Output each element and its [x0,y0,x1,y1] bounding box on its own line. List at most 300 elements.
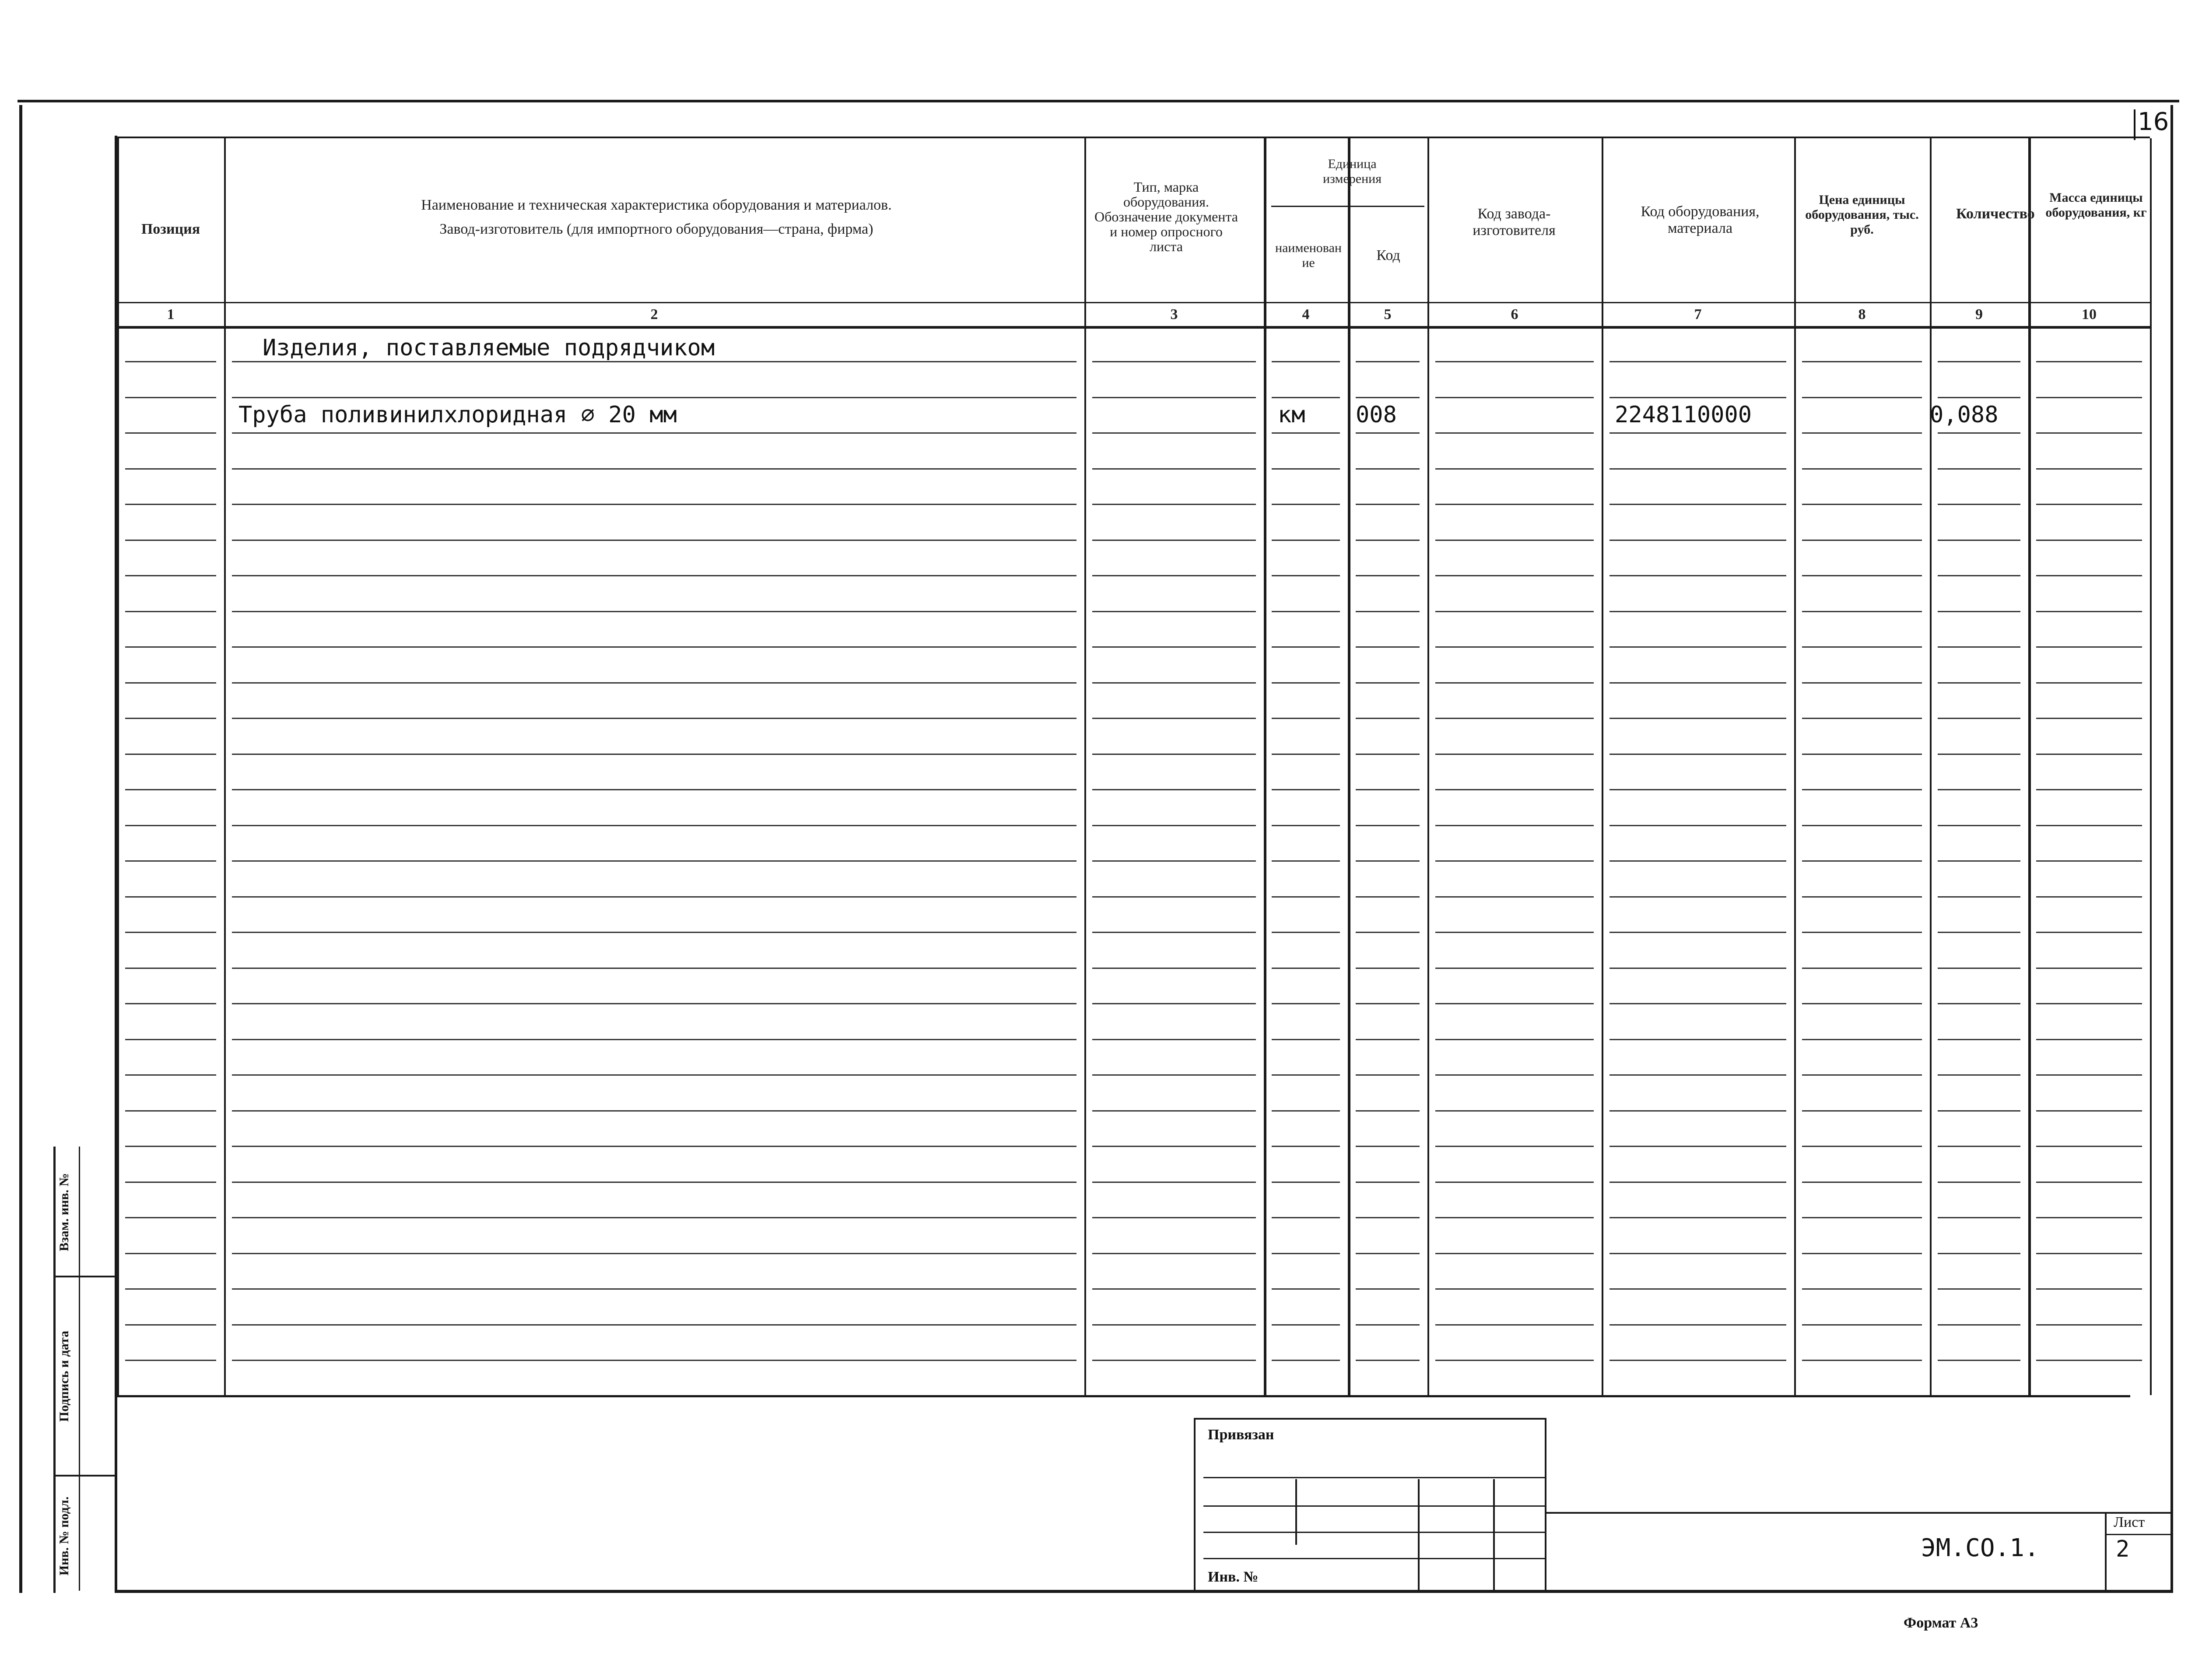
ruled-line [2036,860,2142,862]
ruled-line [1802,1074,1922,1076]
ruled-line [1435,932,1594,933]
ruled-line [2036,1110,2142,1112]
ruled-line [1272,968,1340,969]
ruled-line [1092,682,1256,684]
ruled-line [232,1253,1076,1254]
ruled-line [1272,397,1340,398]
ruled-line [1435,682,1594,684]
ruled-line [1272,540,1340,541]
col-number-top-line [117,302,2150,303]
ruled-line [1272,1074,1340,1076]
column-number: 9 [1975,306,1983,323]
ruled-line [1356,1039,1420,1040]
ruled-line [1435,825,1594,826]
ruled-line [1356,1003,1420,1004]
header-equipment-code: Код оборудования, материала [1641,203,1760,236]
ruled-line [1938,611,2020,612]
side-label-sign-date: Подпись и дата [57,1330,71,1422]
ruled-line [1272,789,1340,790]
ruled-line [1938,432,2020,434]
ruled-line [232,1360,1076,1361]
ruled-line [2036,968,2142,969]
header-unit: Единица измерения [1322,157,1382,186]
ruled-line [1356,432,1420,434]
ruled-line [1435,540,1594,541]
column-number: 6 [1511,306,1518,323]
ruled-line [1435,1217,1594,1218]
ruled-line [1435,1253,1594,1254]
ruled-line [2036,1074,2142,1076]
ruled-line [1938,1039,2020,1040]
ruled-line [125,646,216,648]
ruled-line [232,540,1076,541]
ruled-line [1609,860,1786,862]
ruled-line [125,468,216,470]
ruled-line [1609,718,1786,719]
header-unit-code: Код [1376,247,1400,263]
ruled-line [1435,1039,1594,1040]
ruled-line [1938,1253,2020,1254]
ruled-line [125,1039,216,1040]
ruled-line [1802,860,1922,862]
ruled-line [125,575,216,576]
stamp-right [1545,1418,1546,1593]
ruled-line [1356,932,1420,933]
ruled-line [1802,432,1922,434]
stamp-vdiv3 [1493,1479,1495,1591]
side-box-div2 [53,1475,115,1477]
ruled-line [1938,932,2020,933]
ruled-line [232,361,1076,362]
ruled-line [1092,1146,1256,1147]
ruled-line [232,1039,1076,1040]
ruled-line [2036,789,2142,790]
ruled-line [2036,1217,2142,1218]
ruled-line [1356,504,1420,505]
stamp-inv-no: Инв. № [1208,1569,1259,1585]
ruled-line [125,1324,216,1326]
ruled-line [1802,789,1922,790]
ruled-line [1092,1182,1256,1183]
stamp-left [1194,1418,1196,1593]
ruled-line [125,361,216,362]
ruled-line [1802,575,1922,576]
ruled-line [1435,504,1594,505]
ruled-line [1356,1074,1420,1076]
ruled-line [1802,968,1922,969]
ruled-line [1092,468,1256,470]
ruled-line [1092,1324,1256,1326]
ruled-line [1938,397,2020,398]
row-equipment-code: 2248110000 [1615,402,1752,428]
ruled-line [1938,896,2020,898]
header-mass: Масса единицы оборудования, кг [2045,190,2147,220]
column-number: 5 [1384,306,1392,323]
ruled-line [1435,468,1594,470]
ruled-line [1938,646,2020,648]
ruled-line [1609,1217,1786,1218]
ruled-line [1938,1182,2020,1183]
ruled-line [1609,504,1786,505]
ruled-line [1609,1324,1786,1326]
ruled-line [1802,1110,1922,1112]
ruled-line [125,611,216,612]
ruled-line [1938,1146,2020,1147]
ruled-line [1356,361,1420,362]
ruled-line [1802,682,1922,684]
row-quantity: 0,088 [1930,402,1999,428]
ruled-line [232,860,1076,862]
ruled-line [1802,1146,1922,1147]
ruled-line [1802,718,1922,719]
header-name-line1: Наименование и техническая характеристика оборудования и материалов. [421,197,892,213]
ruled-line [1938,1324,2020,1326]
ruled-line [1092,968,1256,969]
ruled-line [1609,468,1786,470]
ruled-line [125,1182,216,1183]
ruled-line [1938,789,2020,790]
ruled-line [2036,1288,2142,1290]
ruled-line [2036,397,2142,398]
page-number: 16 [2138,108,2169,136]
column-number: 2 [650,306,658,323]
ruled-line [125,789,216,790]
ruled-line [1435,1324,1594,1326]
ruled-line [1938,1360,2020,1361]
row-unit-name: км [1278,402,1305,428]
ruled-line [1435,397,1594,398]
ruled-line [1938,504,2020,505]
ruled-line [1609,789,1786,790]
row-item-name: Труба поливинилхлоридная ∅ 20 мм [238,402,677,428]
ruled-line [1092,754,1256,755]
ruled-line [1272,896,1340,898]
ruled-line [1272,825,1340,826]
form-right-border [2170,105,2173,1593]
unit-subheader-line [1271,206,1424,207]
ruled-line [1356,968,1420,969]
ruled-line [1356,860,1420,862]
format-label: Формат А3 [1904,1615,1978,1631]
ruled-line [1356,789,1420,790]
ruled-line [1092,860,1256,862]
ruled-line [1092,397,1256,398]
ruled-line [1802,1288,1922,1290]
ruled-line [1092,1217,1256,1218]
ruled-line [1435,646,1594,648]
ruled-line [2036,1360,2142,1361]
ruled-line [125,1146,216,1147]
ruled-line [2036,1146,2142,1147]
ruled-line [232,504,1076,505]
column-number: 1 [167,306,175,323]
ruled-line [2036,754,2142,755]
ruled-line [1609,1253,1786,1254]
ruled-line [1356,1182,1420,1183]
ruled-line [2036,825,2142,826]
ruled-line [1356,1110,1420,1112]
ruled-line [1272,1003,1340,1004]
ruled-line [1938,468,2020,470]
side-box-div1 [53,1276,115,1277]
ruled-line [232,1003,1076,1004]
ruled-line [1272,468,1340,470]
ruled-line [125,397,216,398]
column-number: 3 [1170,306,1178,323]
ruled-line [1092,1074,1256,1076]
ruled-line [1435,1074,1594,1076]
ruled-line [232,825,1076,826]
document-code: ЭМ.СО.1. [1921,1534,2039,1562]
ruled-line [1802,397,1922,398]
ruled-line [1938,361,2020,362]
ruled-line [1938,1110,2020,1112]
ruled-line [2036,575,2142,576]
ruled-line [125,896,216,898]
ruled-line [232,968,1076,969]
header-factory-code: Код завода-изготовителя [1473,206,1556,238]
ruled-line [1092,646,1256,648]
ruled-line [2036,932,2142,933]
ruled-line [1092,896,1256,898]
ruled-line [125,754,216,755]
ruled-line [125,1217,216,1218]
ruled-line [1802,1360,1922,1361]
ruled-line [1092,432,1256,434]
ruled-line [1435,361,1594,362]
ruled-line [1802,1039,1922,1040]
ruled-line [1272,1217,1340,1218]
ruled-line [232,754,1076,755]
ruled-line [1272,575,1340,576]
ruled-line [1272,682,1340,684]
column-number: 10 [2082,306,2097,323]
header-bottom-line [117,326,2150,329]
ruled-line [1435,1003,1594,1004]
stamp-vdiv1 [1295,1479,1297,1545]
ruled-line [2036,540,2142,541]
ruled-line [1356,540,1420,541]
ruled-line [1356,468,1420,470]
ruled-line [1802,1003,1922,1004]
ruled-line [1272,1324,1340,1326]
side-label-inv-podl: Инв. № подл. [57,1496,71,1576]
stamp-privyazan: Привязан [1208,1427,1274,1443]
ruled-line [1938,825,2020,826]
sheet-number: 2 [2116,1536,2130,1562]
ruled-line [1272,1110,1340,1112]
ruled-line [1356,1288,1420,1290]
ruled-line [1092,825,1256,826]
ruled-line [1356,754,1420,755]
header-unit-name: наименование [1275,241,1342,270]
ruled-line [1609,968,1786,969]
ruled-line [1609,397,1786,398]
ruled-line [1938,1288,2020,1290]
ruled-line [1609,1146,1786,1147]
ruled-line [1609,361,1786,362]
ruled-line [1435,1360,1594,1361]
ruled-line [125,1074,216,1076]
column-divider [2150,138,2152,1395]
ruled-line [1609,432,1786,434]
ruled-line [1435,575,1594,576]
ruled-line [1435,754,1594,755]
ruled-line [1609,1288,1786,1290]
ruled-line [1092,718,1256,719]
ruled-line [1938,540,2020,541]
ruled-line [1435,968,1594,969]
ruled-line [1092,611,1256,612]
ruled-line [1092,1039,1256,1040]
ruled-line [125,432,216,434]
row-unit-code: 008 [1356,402,1397,428]
ruled-line [1802,468,1922,470]
ruled-line [1092,1288,1256,1290]
ruled-line [1609,540,1786,541]
ruled-line [1609,1360,1786,1361]
ruled-line [232,682,1076,684]
ruled-line [1609,611,1786,612]
ruled-line [1435,718,1594,719]
ruled-line [1272,1288,1340,1290]
header-top-line [117,137,2150,138]
ruled-line [1609,1110,1786,1112]
header-quantity: Количество [1956,206,2035,222]
ruled-line [1356,718,1420,719]
stamp-row1 [1203,1477,1545,1478]
ruled-line [2036,611,2142,612]
ruled-line [1356,825,1420,826]
ruled-line [1609,1039,1786,1040]
ruled-line [1272,1039,1340,1040]
ruled-line [1435,789,1594,790]
ruled-line [1356,1253,1420,1254]
ruled-line [2036,468,2142,470]
ruled-line [1609,932,1786,933]
ruled-line [1609,825,1786,826]
ruled-line [125,682,216,684]
side-box-left [53,1147,56,1593]
ruled-line [2036,1324,2142,1326]
ruled-line [1272,432,1340,434]
ruled-line [1802,1182,1922,1183]
ruled-line [1356,1360,1420,1361]
ruled-line [1609,1003,1786,1004]
ruled-line [1272,504,1340,505]
ruled-line [1272,646,1340,648]
ruled-line [1938,860,2020,862]
ruled-line [1272,361,1340,362]
ruled-line [1802,896,1922,898]
ruled-line [1609,1074,1786,1076]
ruled-line [1938,1217,2020,1218]
ruled-line [1356,896,1420,898]
ruled-line [125,1253,216,1254]
section-title: Изделия, поставляемые подрядчиком [263,335,715,361]
ruled-line [2036,432,2142,434]
ruled-line [1356,682,1420,684]
ruled-line [2036,504,2142,505]
ruled-line [1092,504,1256,505]
ruled-line [125,1110,216,1112]
ruled-line [1435,1182,1594,1183]
side-box-div3 [79,1147,80,1591]
ruled-line [1092,575,1256,576]
ruled-line [1435,1110,1594,1112]
ruled-line [1802,1217,1922,1218]
ruled-line [2036,361,2142,362]
ruled-line [125,540,216,541]
ruled-line [125,860,216,862]
page-number-box [2134,109,2135,140]
ruled-line [125,718,216,719]
ruled-line [1802,540,1922,541]
ruled-line [1802,1253,1922,1254]
ruled-line [1938,754,2020,755]
ruled-line [2036,646,2142,648]
header-name-line2: Завод-изготовитель (для импортного оборудования—страна, фирма) [439,221,873,237]
ruled-line [1272,1360,1340,1361]
sheet-box-mid [2105,1534,2172,1535]
ruled-line [232,718,1076,719]
ruled-line [1609,682,1786,684]
ruled-line [2036,1253,2142,1254]
ruled-line [1802,754,1922,755]
ruled-line [1272,754,1340,755]
ruled-line [1435,1146,1594,1147]
ruled-line [1609,575,1786,576]
ruled-line [1435,860,1594,862]
ruled-line [1356,575,1420,576]
ruled-line [1272,932,1340,933]
ruled-line [1356,1146,1420,1147]
ruled-line [1938,968,2020,969]
ruled-line [125,504,216,505]
ruled-line [125,932,216,933]
ruled-line [1272,718,1340,719]
ruled-line [232,611,1076,612]
ruled-line [1435,611,1594,612]
header-type: Тип, марка оборудования. Обозначение документа и номер опросного листа [1094,179,1238,254]
ruled-line [2036,1039,2142,1040]
ruled-line [125,1360,216,1361]
ruled-line [1356,1324,1420,1326]
ruled-line [1938,718,2020,719]
ruled-line [232,1217,1076,1218]
ruled-line [1609,896,1786,898]
ruled-line [1092,1110,1256,1112]
ruled-line [232,646,1076,648]
ruled-line [1435,432,1594,434]
ruled-line [232,1324,1076,1326]
ruled-line [1938,682,2020,684]
ruled-line [232,932,1076,933]
ruled-line [125,968,216,969]
ruled-line [232,432,1076,434]
ruled-line [1802,932,1922,933]
column-number: 8 [1858,306,1866,323]
ruled-line [1092,789,1256,790]
ruled-line [2036,1003,2142,1004]
ruled-line [232,575,1076,576]
ruled-line [232,1182,1076,1183]
side-label-inv-zam: Взам. инв. № [57,1173,71,1252]
ruled-line [1356,646,1420,648]
header-price: Цена единицы оборудования, тыс. руб. [1805,193,1919,237]
column-number: 4 [1302,306,1310,323]
ruled-line [232,1110,1076,1112]
